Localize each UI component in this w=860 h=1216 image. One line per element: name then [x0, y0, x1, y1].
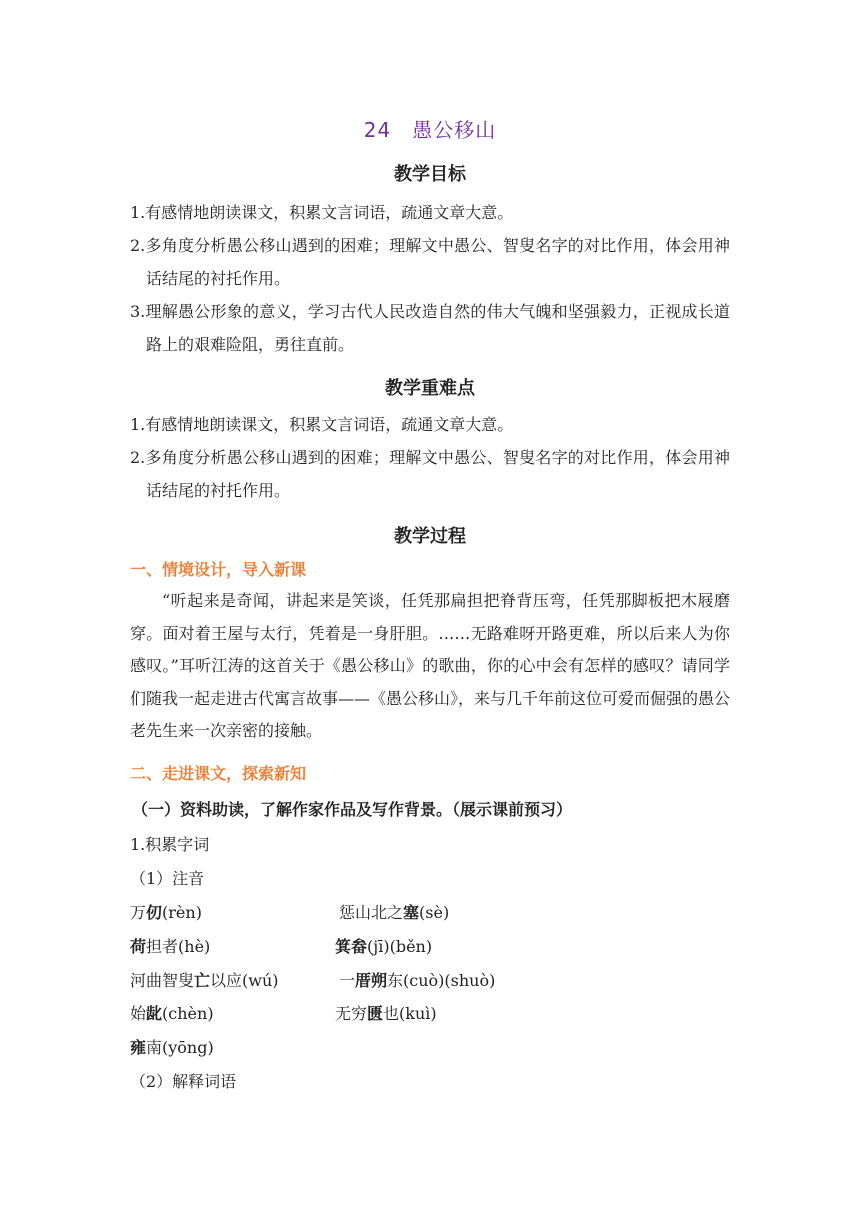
objective-item: 1.有感情地朗读课文，积累文言词语，疏通文章大意。	[130, 203, 514, 222]
word-entry: 始龀(chèn)	[130, 1004, 214, 1023]
keypoints-list	[130, 408, 730, 507]
objective-item: 2.多角度分析愚公移山遇到的困难；理解文中愚公、智叟名字的对比作用，体会用神话结尾的衬托作用。	[130, 236, 730, 288]
sub-section-heading: （一）资料助读，了解作家作品及写作背景。（展示课前预习）	[132, 800, 573, 819]
word-entry: 无穷匮也(kuì)	[335, 1004, 437, 1023]
explain-words-heading: （2）解释词语	[130, 1072, 237, 1091]
keypoints-heading: 教学重难点	[385, 378, 475, 399]
word-entry: 惩山北之塞(sè)	[339, 903, 450, 922]
word-entry: 荷担者(hè)	[130, 937, 211, 956]
part1-paragraph: “听起来是奇闻，讲起来是笑谈，任凭那扁担把脊背压弯，任凭那脚板把木屐磨穿。面对着王屋与太行，凭着是一身肝胆。……无路难呀开路更难，所以后来人为你感叹。”耳听江涛的这首关于《愚公移山》的歌曲，你的心中会有怎样的感叹？请同学们随我一起走进古代寓言故事——《愚公移山》，来与几千年前这位可爱而倔强的愚公老先生来一次亲密的接触。	[130, 591, 731, 740]
objectives-heading: 教学目标	[394, 164, 466, 185]
objectives-list	[130, 196, 730, 361]
word-entry: 雍南(yōng)	[130, 1038, 214, 1057]
word-entry: 河曲智叟亡以应(wú)	[130, 971, 279, 990]
objective-item: 3.理解愚公形象的意义，学习古代人民改造自然的伟大气魄和坚强毅力，正视成长道路上的艰难险阻，勇往直前。	[130, 302, 730, 354]
accumulate-words-label: 1.积累字词	[130, 835, 210, 854]
part2-heading: 二、走进课文，探索新知	[130, 764, 307, 783]
keypoint-item: 2.多角度分析愚公移山遇到的困难；理解文中愚公、智叟名字的对比作用，体会用神话结尾的衬托作用。	[130, 448, 730, 500]
lesson-title: 24 愚公移山	[363, 118, 497, 142]
keypoint-item: 1.有感情地朗读课文，积累文言词语，疏通文章大意。	[130, 415, 514, 434]
word-entry: 箕畚(jī)(běn)	[335, 937, 433, 956]
word-entry: 一厝朔东(cuò)(shuò)	[339, 971, 496, 990]
word-entry: 万仞(rèn)	[130, 903, 202, 922]
part1-heading: 一、情境设计，导入新课	[130, 560, 307, 579]
pinyin-heading: （1）注音	[130, 869, 205, 888]
process-heading: 教学过程	[394, 526, 466, 547]
